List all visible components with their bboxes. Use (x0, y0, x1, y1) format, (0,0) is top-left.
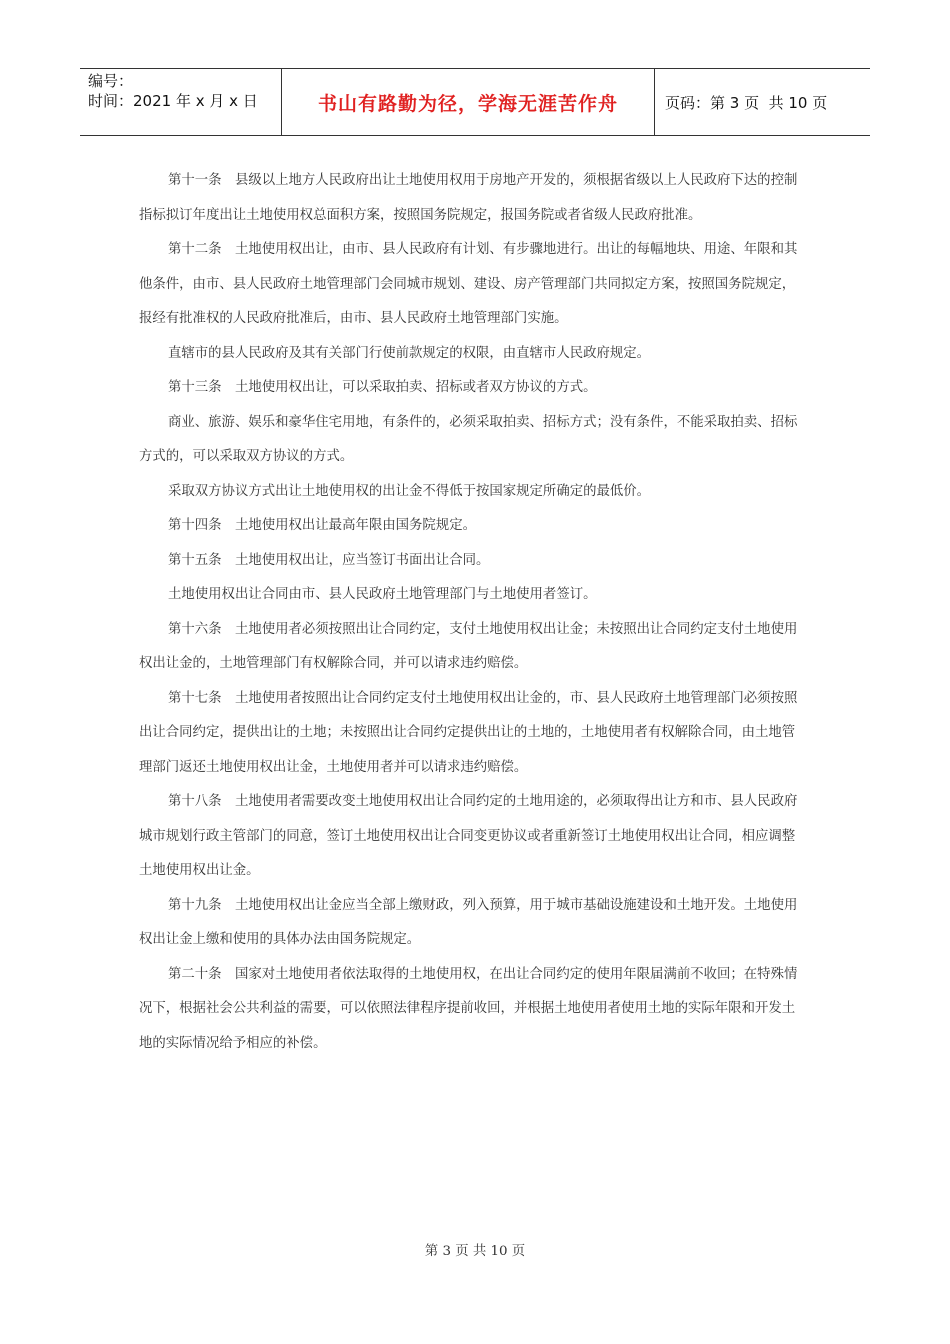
paragraph-article-12: 第十二条 土地使用权出让，由市、县人民政府有计划、有步骤地进行。出让的每幅地块、用途、年限和其他条件，由市、县人民政府土地管理部门会同城市规划、建设、房产管理部门共同拟定方案，按照国务院规定，报经有批准权的人民政府批准后，由市、县人民政府土地管理部门实施。 (139, 242, 798, 326)
paragraph-article-15-contract: 土地使用权出让合同由市、县人民政府土地管理部门与土地使用者签订。 (168, 587, 597, 602)
header-motto: 书山有路勤为径，学海无涯苦作舟 (317, 92, 618, 115)
paragraph-article-15: 第十五条 土地使用权出让，应当签订书面出让合同。 (168, 552, 490, 568)
paragraph-article-17: 第十七条 土地使用者按照出让合同约定支付土地使用权出让金的，市、县人民政府土地管理部门必须按照出让合同约定，提供出让的土地；未按照出让合同约定提供出让的土地的，土地使用者有权解除合同，由土地管理部门返还土地使用权出让金，土地使用者并可以请求违约赔偿。 (139, 690, 798, 775)
paragraph-article-14: 第十四条 土地使用权出让最高年限由国务院规定。 (168, 518, 476, 533)
paragraph-article-13-commercial: 商业、旅游、娱乐和豪华住宅用地，有条件的，必须采取拍卖、招标方式；没有条件，不能采取拍卖、招标方式的，可以采取双方协议的方式。 (139, 414, 798, 464)
paragraph-article-19: 第十九条 土地使用权出让金应当全部上缴财政，列入预算，用于城市基础设施建设和土地开发。土地使用权出让金上缴和使用的具体办法由国务院规定。 (139, 897, 798, 947)
header-page-info: 页码：第 3 页 共 10 页 (665, 93, 828, 112)
document-date: 时间：2021 年 x 月 x 日 (88, 92, 258, 110)
document-number-label: 编号： (88, 72, 134, 90)
header-meta (80, 69, 282, 135)
header-page-info-cell (655, 69, 870, 135)
paragraph-article-11: 第十一条 县级以上地方人民政府出让土地使用权用于房地产开发的，须根据省级以上人民政府下达的控制指标拟订年度出让土地使用权总面积方案，按照国务院规定，报国务院或者省级人民政府批准。 (139, 173, 798, 223)
header-motto-cell (282, 69, 655, 135)
paragraph-article-13-minimum-price: 采取双方协议方式出让土地使用权的出让金不得低于按国家规定所确定的最低价。 (168, 483, 651, 499)
paragraph-article-16: 第十六条 土地使用者必须按照出让合同约定，支付土地使用权出让金；未按照出让合同约定支付土地使用权出让金的，土地管理部门有权解除合同，并可以请求违约赔偿。 (139, 621, 798, 671)
paragraph-article-18: 第十八条 土地使用者需要改变土地使用权出让合同约定的土地用途的，必须取得出让方和市、县人民政府城市规划行政主管部门的同意，签订土地使用权出让合同变更协议或者重新签订土地使用权出让合同，相应调整土地使用权出让金。 (139, 794, 798, 878)
paragraph-article-12-note: 直辖市的县人民政府及其有关部门行使前款规定的权限，由直辖市人民政府规定。 (168, 345, 651, 361)
page-footer: 第 3 页 共 10 页 (424, 1244, 526, 1259)
page-header (80, 68, 870, 136)
paragraph-article-20: 第二十条 国家对土地使用者依法取得的土地使用权，在出让合同约定的使用年限届满前不收回；在特殊情况下，根据社会公共利益的需要，可以依照法律程序提前收回，并根据土地使用者使用土地的实际年限和开发土地的实际情况给予相应的补偿。 (139, 966, 798, 1051)
document-body (139, 164, 804, 1061)
paragraph-article-13: 第十三条 土地使用权出让，可以采取拍卖、招标或者双方协议的方式。 (168, 380, 597, 395)
